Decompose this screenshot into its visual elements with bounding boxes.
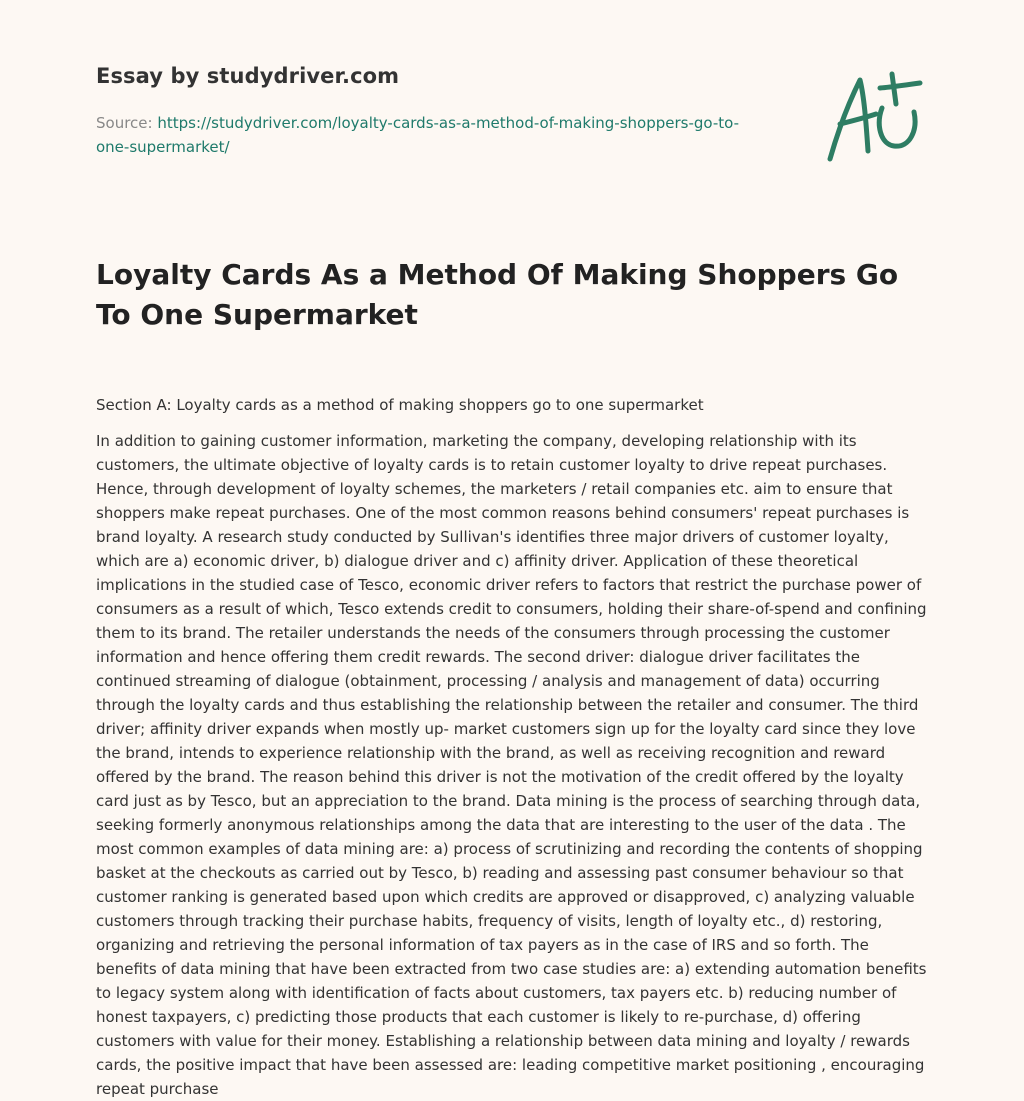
a-plus-logo xyxy=(820,66,930,166)
section-heading: Section A: Loyalty cards as a method of making shoppers go to one supermarket xyxy=(96,396,704,414)
page-title: Loyalty Cards As a Method Of Making Shoppers Go To One Supermarket xyxy=(96,258,899,331)
source-link[interactable]: https://studydriver.com/loyalty-cards-as-a-method-of-making-shoppers-go-to-one-supermarket/ xyxy=(96,114,740,156)
essay-body: In addition to gaining customer information, marketing the company, developing relationship with its customers, the ultimate objective of loyalty cards is to retain customer loyalty to drive repeat purchases. Hence, through development of loyalty schemes, the marketers / retail companies etc. aim to ensure that shoppers make repeat purchases. One of the most common reasons behind consumers' repeat purchases is brand loyalty. A research study conducted by Sullivan's identifies three major drivers of customer loyalty, which are a) economic driver, b) dialogue driver and c) affinity driver. Application of these theoretical implications in the studied case of Tesco, economic driver refers to factors that restrict the purchase power of consumers as a result of which, Tesco extends credit to consumers, holding their share-of-spend and confining them to its brand. The retailer understands the needs of the consumers through processing the customer information and hence offering them credit rewards. The second driver: dialogue driver facilitates the continued streaming of dialogue (obtainment, processing / analysis and management of data) occurring through the loyalty cards and thus establishing the relationship between the retailer and consumer. The third driver; affinity driver expands when mostly up- market customers sign up for the loyalty card since they love the brand, intends to experience relationship with the brand, as well as receiving recognition and reward offered by the brand. The reason behind this driver is not the motivation of the credit offered by the loyalty card just as by Tesco, but an appreciation to the brand. Data mining is the process of searching through data, seeking formerly anonymous relationships among the data that are interesting to the user of the data . The most common examples of data mining are: a) process of scrutinizing and recording the contents of shopping basket at the checkouts as carried out by Tesco, b) reading and assessing past consumer behaviour so that customer ranking is generated based upon which credits are approved or disapproved, c) analyzing valuable customers through tracking their purchase habits, frequency of visits, length of loyalty etc., d) restoring, organizing and retrieving the personal information of tax payers as in the case of IRS and so forth. The benefits of data mining that have been extracted from two case studies are: a) extending automation benefits to legacy system along with identification of facts about customers, tax payers etc. b) reducing number of honest taxpayers, c) predicting those products that each customer is likely to re-purchase, d) offering customers with value for their money. Establishing a relationship between data mining and loyalty / rewards cards, the positive impact that have been assessed are: leading competitive market positioning , encouraging repeat purchase xyxy=(96,432,927,1098)
source-line xyxy=(96,111,756,159)
source-label: Source: xyxy=(96,114,153,132)
site-title: Essay by studydriver.com xyxy=(96,64,400,88)
